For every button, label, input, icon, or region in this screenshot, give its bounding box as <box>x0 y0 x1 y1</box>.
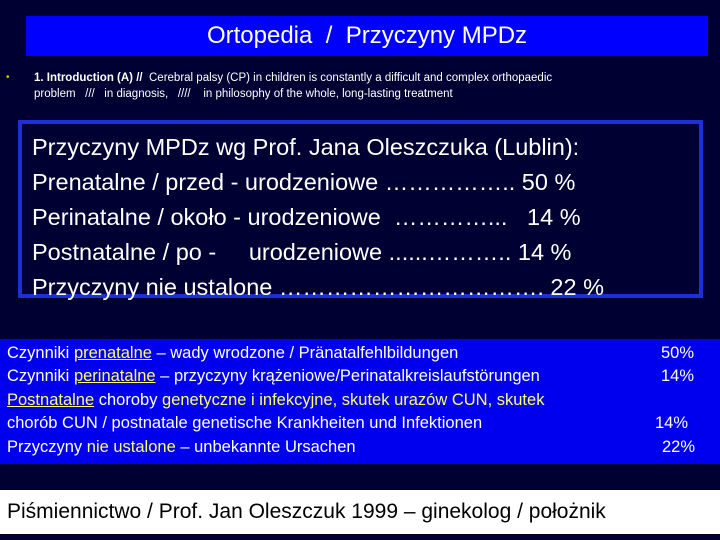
factor-description: – unbekannte Ursachen <box>175 437 356 456</box>
factor-row-unknown <box>7 436 720 459</box>
factor-label: Przyczyny <box>7 437 87 456</box>
intro-line2: problem /// in diagnosis, //// in philosophy of the whole, long-lasting treatment <box>34 88 453 100</box>
cause-postnatal: Postnatalne / po - urodzeniowe ......……….. 14 % <box>32 239 572 265</box>
factors-panel <box>0 339 720 464</box>
factor-percent: 22% <box>662 437 696 456</box>
factor-description: – przyczyny krążeniowe/Perinatalkreislaufstörungen <box>155 367 545 386</box>
factor-label: Czynniki <box>7 367 74 386</box>
factor-keyword: Postnatalne <box>7 390 95 409</box>
cause-prenatal: Prenatalne / przed - urodzeniowe …………….. 50 % <box>32 169 576 195</box>
factor-keyword: nie ustalone <box>86 437 176 456</box>
factor-percent: 14% <box>655 414 689 433</box>
slide-title: Ortopedia / Przyczyny MPDz <box>26 16 708 56</box>
factor-description: – wady wrodzone / Pränatalfehlbildungen <box>151 344 459 362</box>
causes-box <box>18 120 703 298</box>
cause-perinatal: Perinatalne / około - urodzeniowe …………... 14 % <box>32 204 581 230</box>
intro-line1: Cerebral palsy (CP) in children is constantly a difficult and complex orthopaedic <box>142 72 553 84</box>
factor-row-postnatal-cont <box>7 412 720 435</box>
factor-percent: 50% <box>661 344 695 362</box>
factor-row-postnatal <box>7 389 720 412</box>
factor-row-perinatal <box>7 365 720 388</box>
intro-heading: 1. Introduction (A) // <box>34 72 143 84</box>
reference-footer: Piśmiennictwo / Prof. Jan Oleszczuk 1999 – ginekolog / położnik <box>0 490 720 534</box>
bullet-icon: • <box>6 72 10 83</box>
factor-row-prenatal <box>7 342 720 365</box>
cause-unknown: Przyczyny nie ustalone ……………………………. 22 % <box>32 274 604 300</box>
factor-keyword: perinatalne <box>73 367 156 386</box>
factor-percent: 14% <box>661 367 695 386</box>
factor-label: Czynniki <box>7 344 74 362</box>
factor-description: chorób CUN / postnatale genetische Krankheiten und Infektionen <box>7 414 483 433</box>
intro-bullet-paragraph <box>6 70 706 102</box>
factor-label: choroby <box>94 390 163 409</box>
causes-heading: Przyczyny MPDz wg Prof. Jana Oleszczuka (Lublin): <box>32 134 580 160</box>
intro-text <box>34 70 706 102</box>
factor-description: genetyczne i infekcyjne, skutek urazów CUN, skutek <box>162 390 545 409</box>
factor-keyword: prenatalne <box>73 344 152 362</box>
